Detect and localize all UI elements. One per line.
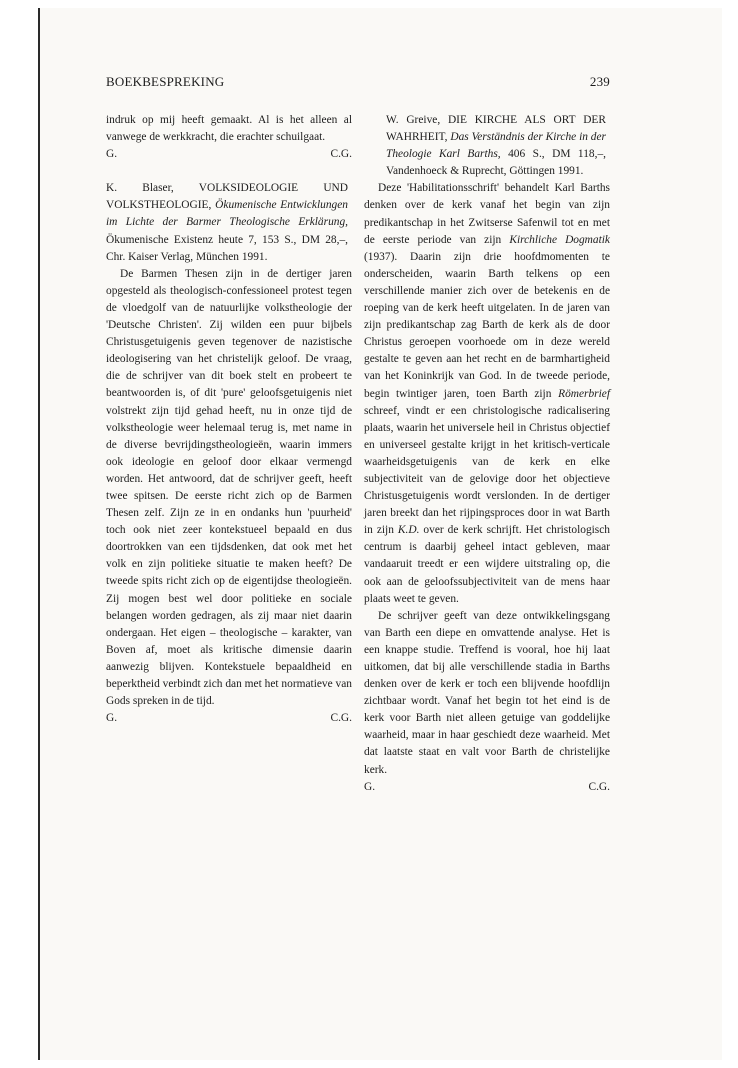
right-column — [364, 112, 610, 796]
review-citation — [106, 180, 352, 265]
review-citation — [386, 112, 610, 180]
signature-author: C.G. — [330, 148, 352, 161]
body-text: schreef, vindt er een christologische radicalisering plaats, waarin het universele heil in Christus objectief en universeel gestalte krijgt in het kritisch-verticale waarheidsgetuigenis van de kerk en elke subjectiviteit van de gelovige door het objectieve Christusgetuigenis wordt verslonden. In de dertiger jaren breekt dan het rijpingsproces door in wat Barth in zijn — [364, 404, 610, 537]
signature-line — [106, 710, 352, 727]
body-text: over de kerk schrijft. Het christologisch centrum is daarbij geheel intact gebleven, maar vandaaruit treedt er een wijdere uitstraling op, die ook aan de geloofssubjectiviteit van de mens haar plaats weet te geven. — [364, 524, 610, 605]
signature-initial: G. — [106, 712, 118, 725]
signature-author: C.G. — [330, 712, 352, 725]
review-body-paragraph — [364, 180, 610, 607]
citation-author-title: K. Blaser, VOLKSIDEOLOGIE UND VOLKSTHEOLOGIE, — [106, 182, 348, 212]
citation-subtitle: Das Verständnis der Kirche in der Theologie Karl Barths, — [386, 131, 606, 161]
page-number: 239 — [589, 74, 610, 89]
section-title: BOEKBESPREKING — [106, 74, 225, 89]
review-body-paragraph: De schrijver geeft van deze ontwikkelingsgang van Barth een diepe en omvattende analyse. Het is een knappe studie. Treffend is vooral, hoe hij laat uitkomen, dat bij alle verschillende stadia in Barths denken over de kerk er toch een blijvende hoofdlijn zichtbaar wordt. Vanaf het begin tot het eind is de kerk voor Barth niet alleen getuige van goddelijke waarheid, maar in haar geschiedt deze waarheid. Met dat laatste staat en valt voor Barth de christelijke kerk. — [364, 609, 610, 776]
signature-initial: G. — [106, 148, 118, 161]
book-title-italic: Kirchliche Dogmatik — [509, 233, 610, 246]
left-column — [106, 112, 352, 727]
signature-line — [364, 779, 610, 796]
signature-author: C.G. — [588, 780, 610, 793]
review-body: De Barmen Thesen zijn in de dertiger jaren opgesteld als theologisch-confessioneel protest tegen de vloedgolf van de natuurlijke volkstheologie der 'Deutsche Christen'. Zij wilden een puur bijbels Christusgetuigenis geven tegenover de nazistische ideologisering van het christelijk geloof. De vraag, die de schrijver van dit boek stelt en probeert te beantwoorden is, of dit 'pure' geloofsgetuigenis niet volstrekt zijn tijd gehad heeft, nu in onze tijd de volkstheologie weer helemaal terug is, met name in de diverse bevrijdingstheologieën, waarin immers ook ideologie en geloof door elkaar vermengd worden. Het antwoord, dat de schrijver geeft, heeft twee spitsen. De eerste richt zich op de Barmen Thesen zelf. Zijn ze in en ondanks hun 'puurheid' toch ook niet zeer kontekstueel bepaald en dus doortrokken van een tijdsdenken, dat ook met het volk en zijn politieke situatie te maken heeft? De tweede spits richt zich op de eigentijdse theologieën. Zij mogen best wel door politieke en sociale belangen worden gedragen, als zij maar niet daarin ondergaan. Het eigen – theologische – karakter, van Boven af, moet als kritische dimensie daarin aanwezig blijven. Kontekstuele bepaaldheid en beperktheid verbindt zich dan met het normatieve van Gods spreken in de tijd. — [106, 267, 352, 708]
book-title-italic: Römerbrief — [558, 387, 610, 400]
citation-author-title: W. Greive, DIE KIRCHE ALS ORT DER WAHRHEIT, — [386, 114, 606, 144]
citation-publication-details: Ökumenische Existenz heute 7, 153 S., DM 28,–, Chr. Kaiser Verlag, München 1991. — [106, 233, 348, 263]
signature-initial: G. — [364, 780, 376, 793]
book-title-italic: K.D. — [397, 524, 420, 537]
body-text: (1937). Daarin zijn drie hoofdmomenten te onderscheiden, waarin Barth telkens op een verschillende manier zich over de betekenis en de roeping van de kerk heeft uitgelaten. In de jaren van zijn predikantschap zag Barth de kerk als de door Christus geroepen voorhoede om in deze wereld gestalte te geven aan het recht en de barmhartigheid van het Koninkrijk van God. In de tweede periode, begin twintiger jaren, toen Barth zijn — [364, 250, 610, 400]
previous-review-ending: indruk op mij heeft gemaakt. Al is het alleen al vanwege de werkkracht, die erachter schuilgaat. — [106, 114, 352, 144]
signature-line — [106, 146, 352, 163]
citation-publication-details: 406 S., DM 118,–, Vandenhoeck & Ruprecht, Göttingen 1991. — [386, 148, 606, 178]
body-text: Deze 'Habilitationsschrift' behandelt Karl Barths denken over de kerk vanaf het begin van zijn predikantschap in het Zwitserse Safenwil tot en met de eerste periode van zijn — [364, 182, 610, 246]
citation-subtitle: Ökumenische Entwicklungen im Lichte der Barmer Theologische Erklärung, — [106, 199, 348, 229]
